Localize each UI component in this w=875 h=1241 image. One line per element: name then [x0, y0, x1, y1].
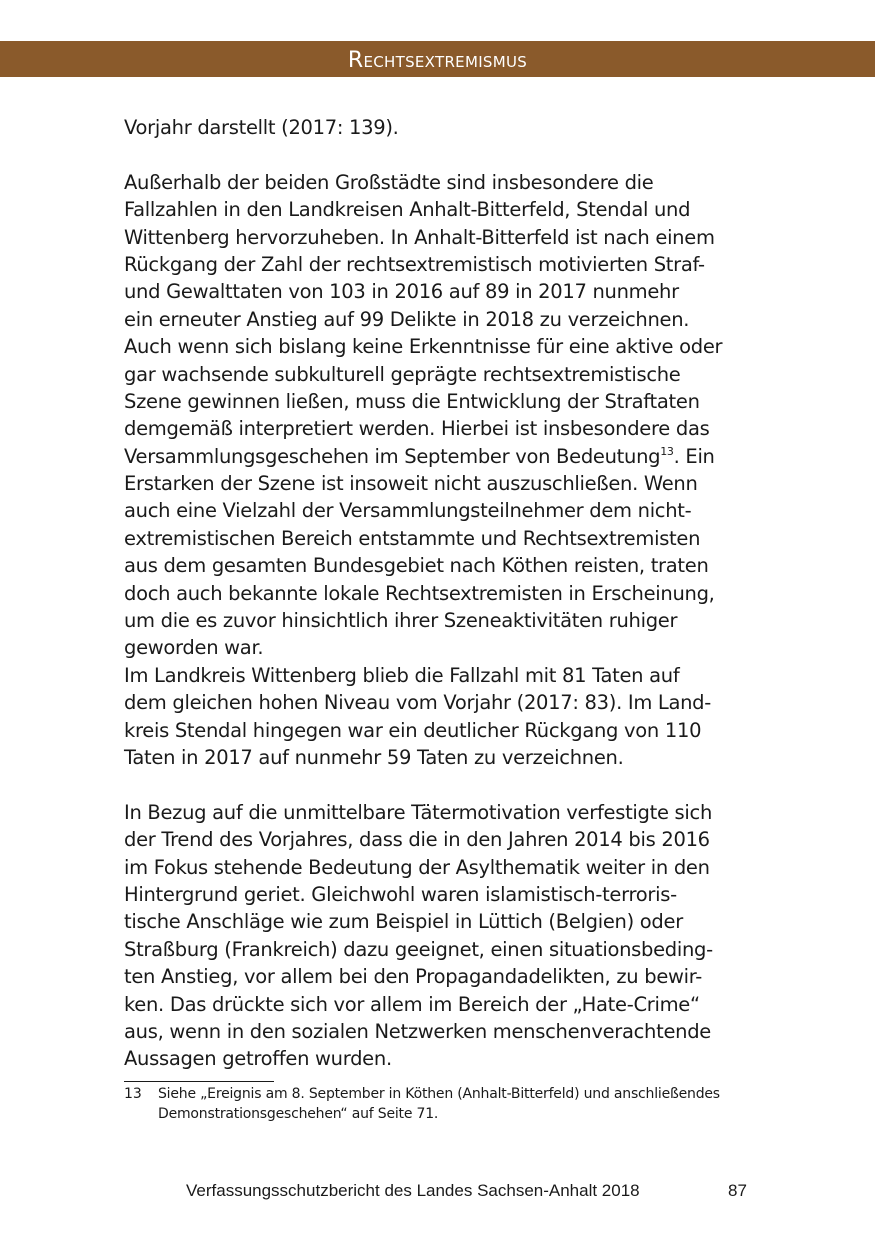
body-line: Taten in 2017 auf nunmehr 59 Taten zu verzeichnen. — [124, 745, 624, 769]
body-line: In Bezug auf die unmittelbare Tätermotivation verfestigte sich — [124, 800, 713, 824]
body-line: tische Anschläge wie zum Beispiel in Lüttich (Belgien) oder — [124, 910, 683, 934]
body-line: auch eine Vielzahl der Versammlungsteilnehmer dem nicht- — [124, 499, 692, 523]
body-line: extremistischen Bereich entstammte und Rechtsextremisten — [124, 526, 701, 550]
body-line-with-footnote — [124, 443, 764, 470]
body-line-text: Versammlungsgeschehen im September von Bedeutung — [124, 444, 661, 468]
body-line: Wittenberg hervorzuheben. In Anhalt-Bitterfeld ist nach einem — [124, 225, 715, 249]
page-number: 87 — [728, 1181, 747, 1200]
body-line: ken. Das drückte sich vor allem im Bereich der „Hate-Crime“ — [124, 992, 700, 1016]
body-line: gar wachsende subkulturell geprägte rechtsextremistische — [124, 362, 681, 386]
page-footer — [0, 1181, 875, 1205]
body-line: ten Anstieg, vor allem bei den Propagandadelikten, zu bewir- — [124, 965, 702, 989]
footer-publication-title: Verfassungsschutzbericht des Landes Sachsen-Anhalt 2018 — [186, 1181, 640, 1200]
body-line: Aussagen getroffen wurden. — [124, 1047, 392, 1071]
footnote-number: 13 — [124, 1086, 142, 1102]
paragraph-gap — [124, 771, 764, 798]
body-line: aus dem gesamten Bundesgebiet nach Köthen reisten, traten — [124, 554, 709, 578]
body-line: Im Landkreis Wittenberg blieb die Fallzahl mit 81 Taten auf — [124, 663, 680, 687]
body-line: Fallzahlen in den Landkreisen Anhalt-Bitterfeld, Stendal und — [124, 198, 691, 222]
body-line: aus, wenn in den sozialen Netzwerken menschenverachtende — [124, 1019, 711, 1043]
body-line-continuation: . Ein — [673, 444, 715, 468]
footnote — [124, 1084, 764, 1124]
body-text — [124, 114, 764, 1073]
body-line: um die es zuvor hinsichtlich ihrer Szeneaktivitäten ruhiger — [124, 609, 678, 633]
body-line: ein erneuter Anstieg auf 99 Delikte in 2018 zu verzeichnen. — [124, 307, 690, 331]
body-line: Rückgang der Zahl der rechtsextremistisch motivierten Straf- — [124, 252, 705, 276]
body-line: kreis Stendal hingegen war ein deutlicher Rückgang von 110 — [124, 718, 702, 742]
body-line: dem gleichen hohen Niveau vom Vorjahr (2017: 83). Im Land- — [124, 691, 711, 715]
chapter-title: Rechtsextremismus — [347, 48, 528, 73]
body-line: doch auch bekannte lokale Rechtsextremisten in Erscheinung, — [124, 581, 715, 605]
body-line: im Fokus stehende Bedeutung der Asylthematik weiter in den — [124, 855, 710, 879]
body-line: Szene gewinnen ließen, muss die Entwicklung der Straftaten — [124, 389, 700, 413]
footnote-divider — [124, 1081, 274, 1082]
body-line: Vorjahr darstellt (2017: 139). — [124, 116, 399, 139]
body-line: Auch wenn sich bislang keine Erkenntnisse für eine aktive oder — [124, 335, 723, 359]
body-line: Hintergrund geriet. Gleichwohl waren islamistisch-terroris- — [124, 882, 677, 906]
footnote-line: Siehe „Ereignis am 8. September in Köthen (Anhalt-Bitterfeld) und anschließendes — [158, 1086, 720, 1102]
body-line: der Trend des Vorjahres, dass die in den Jahren 2014 bis 2016 — [124, 828, 710, 852]
body-line: Straßburg (Frankreich) dazu geeignet, einen situationsbeding- — [124, 937, 713, 961]
body-line: Erstarken der Szene ist insoweit nicht auszuschließen. Wenn — [124, 472, 698, 496]
body-line: und Gewalttaten von 103 in 2016 auf 89 in 2017 nunmehr — [124, 280, 679, 304]
footnote-reference[interactable]: 13 — [660, 444, 674, 458]
paragraph-gap — [124, 141, 764, 168]
body-line: Außerhalb der beiden Großstädte sind insbesondere die — [124, 170, 654, 194]
body-line: demgemäß interpretiert werden. Hierbei ist insbesondere das — [124, 417, 710, 441]
body-line: geworden war. — [124, 636, 264, 660]
chapter-header-band — [0, 41, 875, 77]
footnote-line: Demonstrationsgeschehen“ auf Seite 71. — [158, 1106, 439, 1122]
